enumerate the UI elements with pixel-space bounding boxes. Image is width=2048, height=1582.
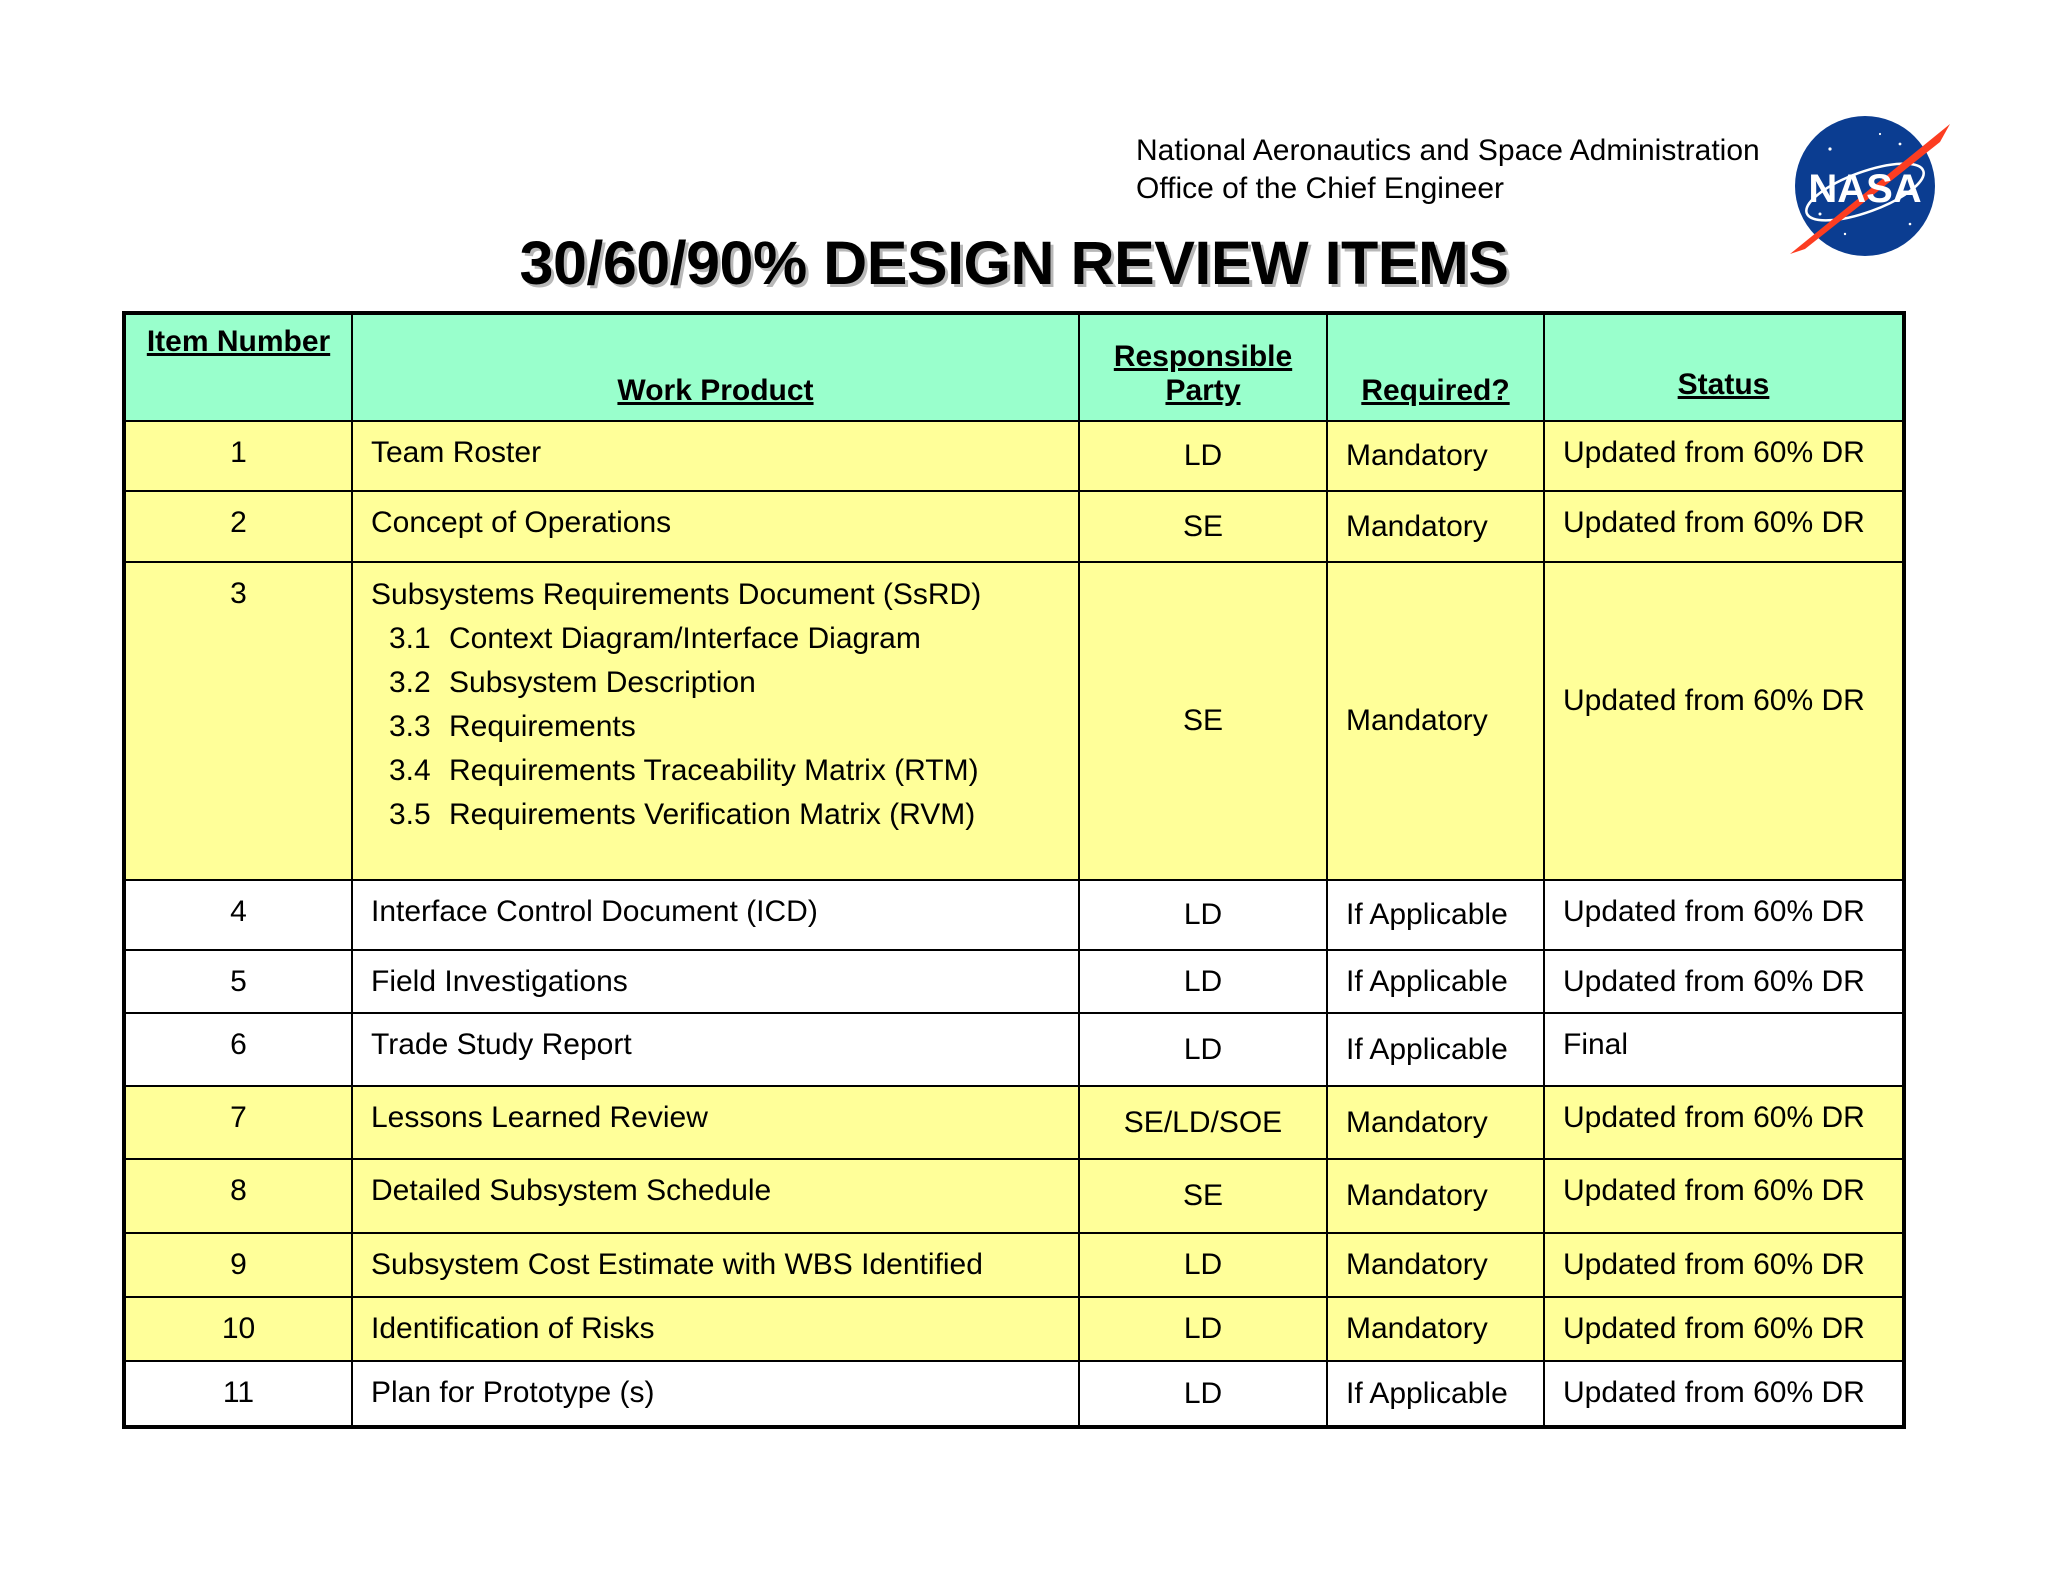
sub-item-list — [371, 621, 1060, 833]
status: Updated from 60% DR — [1544, 1159, 1904, 1233]
required: Mandatory — [1327, 1159, 1544, 1233]
work-product: Trade Study Report — [352, 1013, 1079, 1086]
col-header-item-number: Item Number — [124, 313, 352, 421]
col-header-work-product: Work Product — [352, 313, 1079, 421]
table-row — [124, 1361, 1904, 1427]
status: Updated from 60% DR — [1544, 562, 1904, 880]
col-header-status: Status — [1544, 313, 1904, 421]
item-number: 11 — [124, 1361, 352, 1427]
table-row — [124, 1297, 1904, 1361]
required: If Applicable — [1327, 1361, 1544, 1427]
required: If Applicable — [1327, 1013, 1544, 1086]
work-product: Identification of Risks — [352, 1297, 1079, 1361]
status: Updated from 60% DR — [1544, 1233, 1904, 1297]
work-product — [352, 562, 1079, 880]
item-number: 3 — [124, 562, 352, 880]
responsible-party: SE — [1079, 1159, 1327, 1233]
status: Final — [1544, 1013, 1904, 1086]
status: Updated from 60% DR — [1544, 421, 1904, 491]
work-product: Field Investigations — [352, 950, 1079, 1013]
status: Updated from 60% DR — [1544, 950, 1904, 1013]
responsible-party: LD — [1079, 421, 1327, 491]
item-number: 7 — [124, 1086, 352, 1159]
status: Updated from 60% DR — [1544, 1361, 1904, 1427]
sub-item: 3.3 Requirements — [389, 710, 636, 743]
review-items-table — [122, 311, 1906, 1429]
status: Updated from 60% DR — [1544, 1086, 1904, 1159]
responsible-party: LD — [1079, 1297, 1327, 1361]
item-number: 8 — [124, 1159, 352, 1233]
required: Mandatory — [1327, 562, 1544, 880]
required: Mandatory — [1327, 1233, 1544, 1297]
table-row — [124, 1086, 1904, 1159]
required: Mandatory — [1327, 1297, 1544, 1361]
required: Mandatory — [1327, 1086, 1544, 1159]
page-title: 30/60/90% DESIGN REVIEW ITEMS — [519, 229, 1509, 297]
item-number: 5 — [124, 950, 352, 1013]
work-product: Detailed Subsystem Schedule — [352, 1159, 1079, 1233]
responsible-party: SE — [1079, 491, 1327, 562]
required: Mandatory — [1327, 491, 1544, 562]
responsible-party: LD — [1079, 1233, 1327, 1297]
sub-item: 3.1 Context Diagram/Interface Diagram — [389, 622, 921, 655]
responsible-party: LD — [1079, 1013, 1327, 1086]
status: Updated from 60% DR — [1544, 1297, 1904, 1361]
work-product: Interface Control Document (ICD) — [352, 880, 1079, 950]
work-product: Team Roster — [352, 421, 1079, 491]
work-product: Plan for Prototype (s) — [352, 1361, 1079, 1427]
item-number: 6 — [124, 1013, 352, 1086]
sub-item: 3.2 Subsystem Description — [389, 666, 756, 699]
office-name: Office of the Chief Engineer — [1136, 172, 1504, 205]
item-number: 9 — [124, 1233, 352, 1297]
required: If Applicable — [1327, 950, 1544, 1013]
item-number: 10 — [124, 1297, 352, 1361]
responsible-party: LD — [1079, 950, 1327, 1013]
table-row — [124, 880, 1904, 950]
work-product: Subsystem Cost Estimate with WBS Identified — [352, 1233, 1079, 1297]
status: Updated from 60% DR — [1544, 491, 1904, 562]
responsible-party: SE — [1079, 562, 1327, 880]
table-row — [124, 562, 1904, 880]
table-row — [124, 491, 1904, 562]
col-header-responsible-party: Responsible Party — [1079, 313, 1327, 421]
item-number: 2 — [124, 491, 352, 562]
table-row — [124, 1233, 1904, 1297]
logo-wordmark: NASA — [1808, 167, 1922, 211]
table-row — [124, 421, 1904, 491]
sub-item: 3.4 Requirements Traceability Matrix (RTM) — [389, 754, 979, 787]
work-product-title: Subsystems Requirements Document (SsRD) — [371, 578, 982, 611]
required: If Applicable — [1327, 880, 1544, 950]
table-header-row — [124, 313, 1904, 421]
col-header-required: Required? — [1327, 313, 1544, 421]
status: Updated from 60% DR — [1544, 880, 1904, 950]
agency-name: National Aeronautics and Space Administration — [1136, 134, 1760, 167]
required: Mandatory — [1327, 421, 1544, 491]
item-number: 1 — [124, 421, 352, 491]
agency-header — [1136, 132, 1760, 208]
table-row — [124, 1159, 1904, 1233]
responsible-party: LD — [1079, 1361, 1327, 1427]
item-number: 4 — [124, 880, 352, 950]
work-product: Concept of Operations — [352, 491, 1079, 562]
responsible-party: SE/LD/SOE — [1079, 1086, 1327, 1159]
sub-item: 3.5 Requirements Verification Matrix (RVM) — [389, 798, 976, 831]
responsible-party: LD — [1079, 880, 1327, 950]
table-row — [124, 1013, 1904, 1086]
table-row — [124, 950, 1904, 1013]
work-product: Lessons Learned Review — [352, 1086, 1079, 1159]
